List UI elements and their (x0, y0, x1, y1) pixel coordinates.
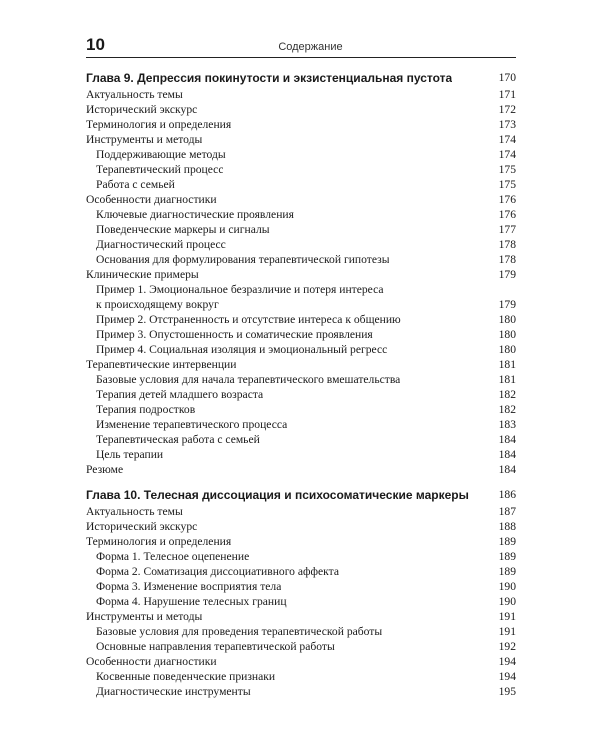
toc-subsection (86, 402, 516, 417)
toc-entry-title: Терапия подростков (96, 403, 196, 416)
toc-entry-title: Форма 3. Изменение восприятия тела (96, 580, 282, 593)
toc-entry-page: 173 (498, 118, 516, 131)
toc-entry-title: Изменение терапевтического процесса (96, 418, 288, 431)
toc-entry-title: Пример 4. Социальная изоляция и эмоциональный регресс (96, 343, 388, 356)
toc-entry-page: 194 (498, 670, 516, 683)
toc-entry-page: 172 (498, 103, 516, 116)
toc-entry-page: 190 (498, 580, 516, 593)
toc-entry-page: 191 (498, 625, 516, 638)
toc-entry-page: 189 (498, 550, 516, 563)
book-page (86, 34, 516, 699)
toc-entry-title: Глава 9. Депрессия покинутости и экзистенциальная пустота (86, 71, 453, 85)
toc-entry-title: Терапевтическая работа с семьей (96, 433, 260, 446)
toc-entry-title: Инструменты и методы (86, 133, 203, 146)
toc-entry-page: 189 (498, 535, 516, 548)
toc-section (86, 462, 516, 477)
toc-entry-page: 192 (498, 640, 516, 653)
toc-subsection (86, 639, 516, 654)
toc-entry-page: 171 (498, 88, 516, 101)
toc-entry-page: 191 (498, 610, 516, 623)
toc-entry-title: Пример 2. Отстраненность и отсутствие интереса к общению (96, 313, 401, 326)
toc-section (86, 87, 516, 102)
toc-entry-page: 189 (498, 565, 516, 578)
table-of-contents (86, 69, 516, 699)
page-header (86, 34, 516, 58)
toc-entry-title: Косвенные поведенческие признаки (96, 670, 276, 683)
toc-entry-title: Терапия детей младшего возраста (96, 388, 264, 401)
toc-entry-page: 181 (498, 358, 516, 371)
toc-entry-title: Глава 10. Телесная диссоциация и психосоматические маркеры (86, 488, 469, 502)
toc-entry-page: 187 (498, 505, 516, 518)
toc-entry-title: Терапевтический процесс (96, 163, 224, 176)
toc-section (86, 504, 516, 519)
toc-subsection (86, 564, 516, 579)
toc-entry-page: 195 (498, 685, 516, 698)
toc-entry-title: Форма 4. Нарушение телесных границ (96, 595, 287, 608)
toc-entry-title: к происходящему вокруг (96, 298, 219, 311)
toc-subsection (86, 222, 516, 237)
chapter-spacer (86, 477, 516, 486)
toc-subsection (86, 282, 516, 297)
toc-entry-page: 174 (498, 133, 516, 146)
toc-entry-title: Цель терапии (96, 448, 164, 461)
toc-entry-page: 194 (498, 655, 516, 668)
toc-entry-title: Терминология и определения (86, 118, 232, 131)
toc-section (86, 102, 516, 117)
toc-chapter (86, 486, 516, 504)
toc-entry-page: 180 (498, 343, 516, 356)
toc-entry-page: 170 (498, 71, 516, 84)
toc-section (86, 519, 516, 534)
toc-subsection (86, 579, 516, 594)
toc-section (86, 534, 516, 549)
toc-entry-title: Клинические примеры (86, 268, 199, 281)
toc-entry-page: 181 (498, 373, 516, 386)
toc-entry-title: Форма 1. Телесное оцепенение (96, 550, 250, 563)
toc-entry-page: 174 (498, 148, 516, 161)
toc-entry-page: 182 (498, 388, 516, 401)
toc-entry-page: 176 (498, 208, 516, 221)
toc-entry-title: Терапевтические интервенции (86, 358, 237, 371)
toc-subsection (86, 594, 516, 609)
toc-entry-page: 184 (498, 448, 516, 461)
toc-entry-title: Форма 2. Соматизация диссоциативного аффекта (96, 565, 339, 578)
toc-entry-title: Пример 1. Эмоциональное безразличие и потеря интереса (96, 283, 384, 296)
toc-section (86, 267, 516, 282)
toc-section (86, 357, 516, 372)
toc-entry-page: 182 (498, 403, 516, 416)
toc-entry-page: 180 (498, 313, 516, 326)
toc-entry-title: Диагностические инструменты (96, 685, 251, 698)
toc-entry-title: Основания для формулирования терапевтической гипотезы (96, 253, 390, 266)
toc-subsection (86, 669, 516, 684)
toc-subsection (86, 342, 516, 357)
toc-entry-title: Основные направления терапевтической работы (96, 640, 335, 653)
toc-entry-title: Исторический экскурс (86, 520, 198, 533)
toc-subsection (86, 147, 516, 162)
toc-entry-page: 179 (498, 268, 516, 281)
toc-entry-page: 176 (498, 193, 516, 206)
toc-entry-title: Работа с семьей (96, 178, 175, 191)
toc-entry-page: 178 (498, 253, 516, 266)
toc-section (86, 117, 516, 132)
toc-subsection (86, 297, 516, 312)
page-number: 10 (86, 35, 105, 54)
toc-entry-title: Поддерживающие методы (96, 148, 226, 161)
toc-subsection (86, 312, 516, 327)
toc-entry-page: 175 (498, 178, 516, 191)
toc-entry-page: 179 (498, 298, 516, 311)
toc-subsection (86, 237, 516, 252)
toc-entry-title: Особенности диагностики (86, 193, 217, 206)
toc-subsection (86, 327, 516, 342)
toc-subsection (86, 684, 516, 699)
toc-subsection (86, 624, 516, 639)
toc-subsection (86, 252, 516, 267)
toc-subsection (86, 432, 516, 447)
toc-subsection (86, 387, 516, 402)
toc-entry-page: 188 (498, 520, 516, 533)
toc-subsection (86, 162, 516, 177)
toc-entry-title: Инструменты и методы (86, 610, 203, 623)
running-head: Содержание (278, 41, 343, 53)
toc-entry-title: Особенности диагностики (86, 655, 217, 668)
toc-chapter (86, 69, 516, 87)
toc-entry-title: Терминология и определения (86, 535, 232, 548)
toc-entry-page: 184 (498, 433, 516, 446)
toc-entry-title: Пример 3. Опустошенность и соматические проявления (96, 328, 373, 341)
toc-section (86, 192, 516, 207)
toc-entry-page: 175 (498, 163, 516, 176)
toc-section (86, 609, 516, 624)
toc-subsection (86, 372, 516, 387)
toc-entry-title: Диагностический процесс (96, 238, 226, 251)
toc-entry-page: 183 (498, 418, 516, 431)
toc-entry-title: Базовые условия для проведения терапевтической работы (96, 625, 383, 638)
toc-entry-title: Актуальность темы (86, 88, 183, 101)
toc-entry-page: 190 (498, 595, 516, 608)
toc-subsection (86, 549, 516, 564)
toc-entry-page: 177 (498, 223, 516, 236)
toc-section (86, 654, 516, 669)
toc-entry-page: 186 (498, 488, 516, 501)
toc-subsection (86, 177, 516, 192)
toc-subsection (86, 207, 516, 222)
toc-entry-title: Актуальность темы (86, 505, 183, 518)
toc-subsection (86, 447, 516, 462)
toc-subsection (86, 417, 516, 432)
toc-entry-page: 184 (498, 463, 516, 476)
toc-entry-title: Ключевые диагностические проявления (96, 208, 294, 221)
toc-entry-title: Исторический экскурс (86, 103, 198, 116)
toc-section (86, 132, 516, 147)
toc-entry-page: 180 (498, 328, 516, 341)
toc-entry-title: Поведенческие маркеры и сигналы (96, 223, 270, 236)
toc-entry-title: Базовые условия для начала терапевтического вмешательства (96, 373, 401, 386)
toc-entry-page: 178 (498, 238, 516, 251)
toc-entry-title: Резюме (86, 463, 124, 476)
